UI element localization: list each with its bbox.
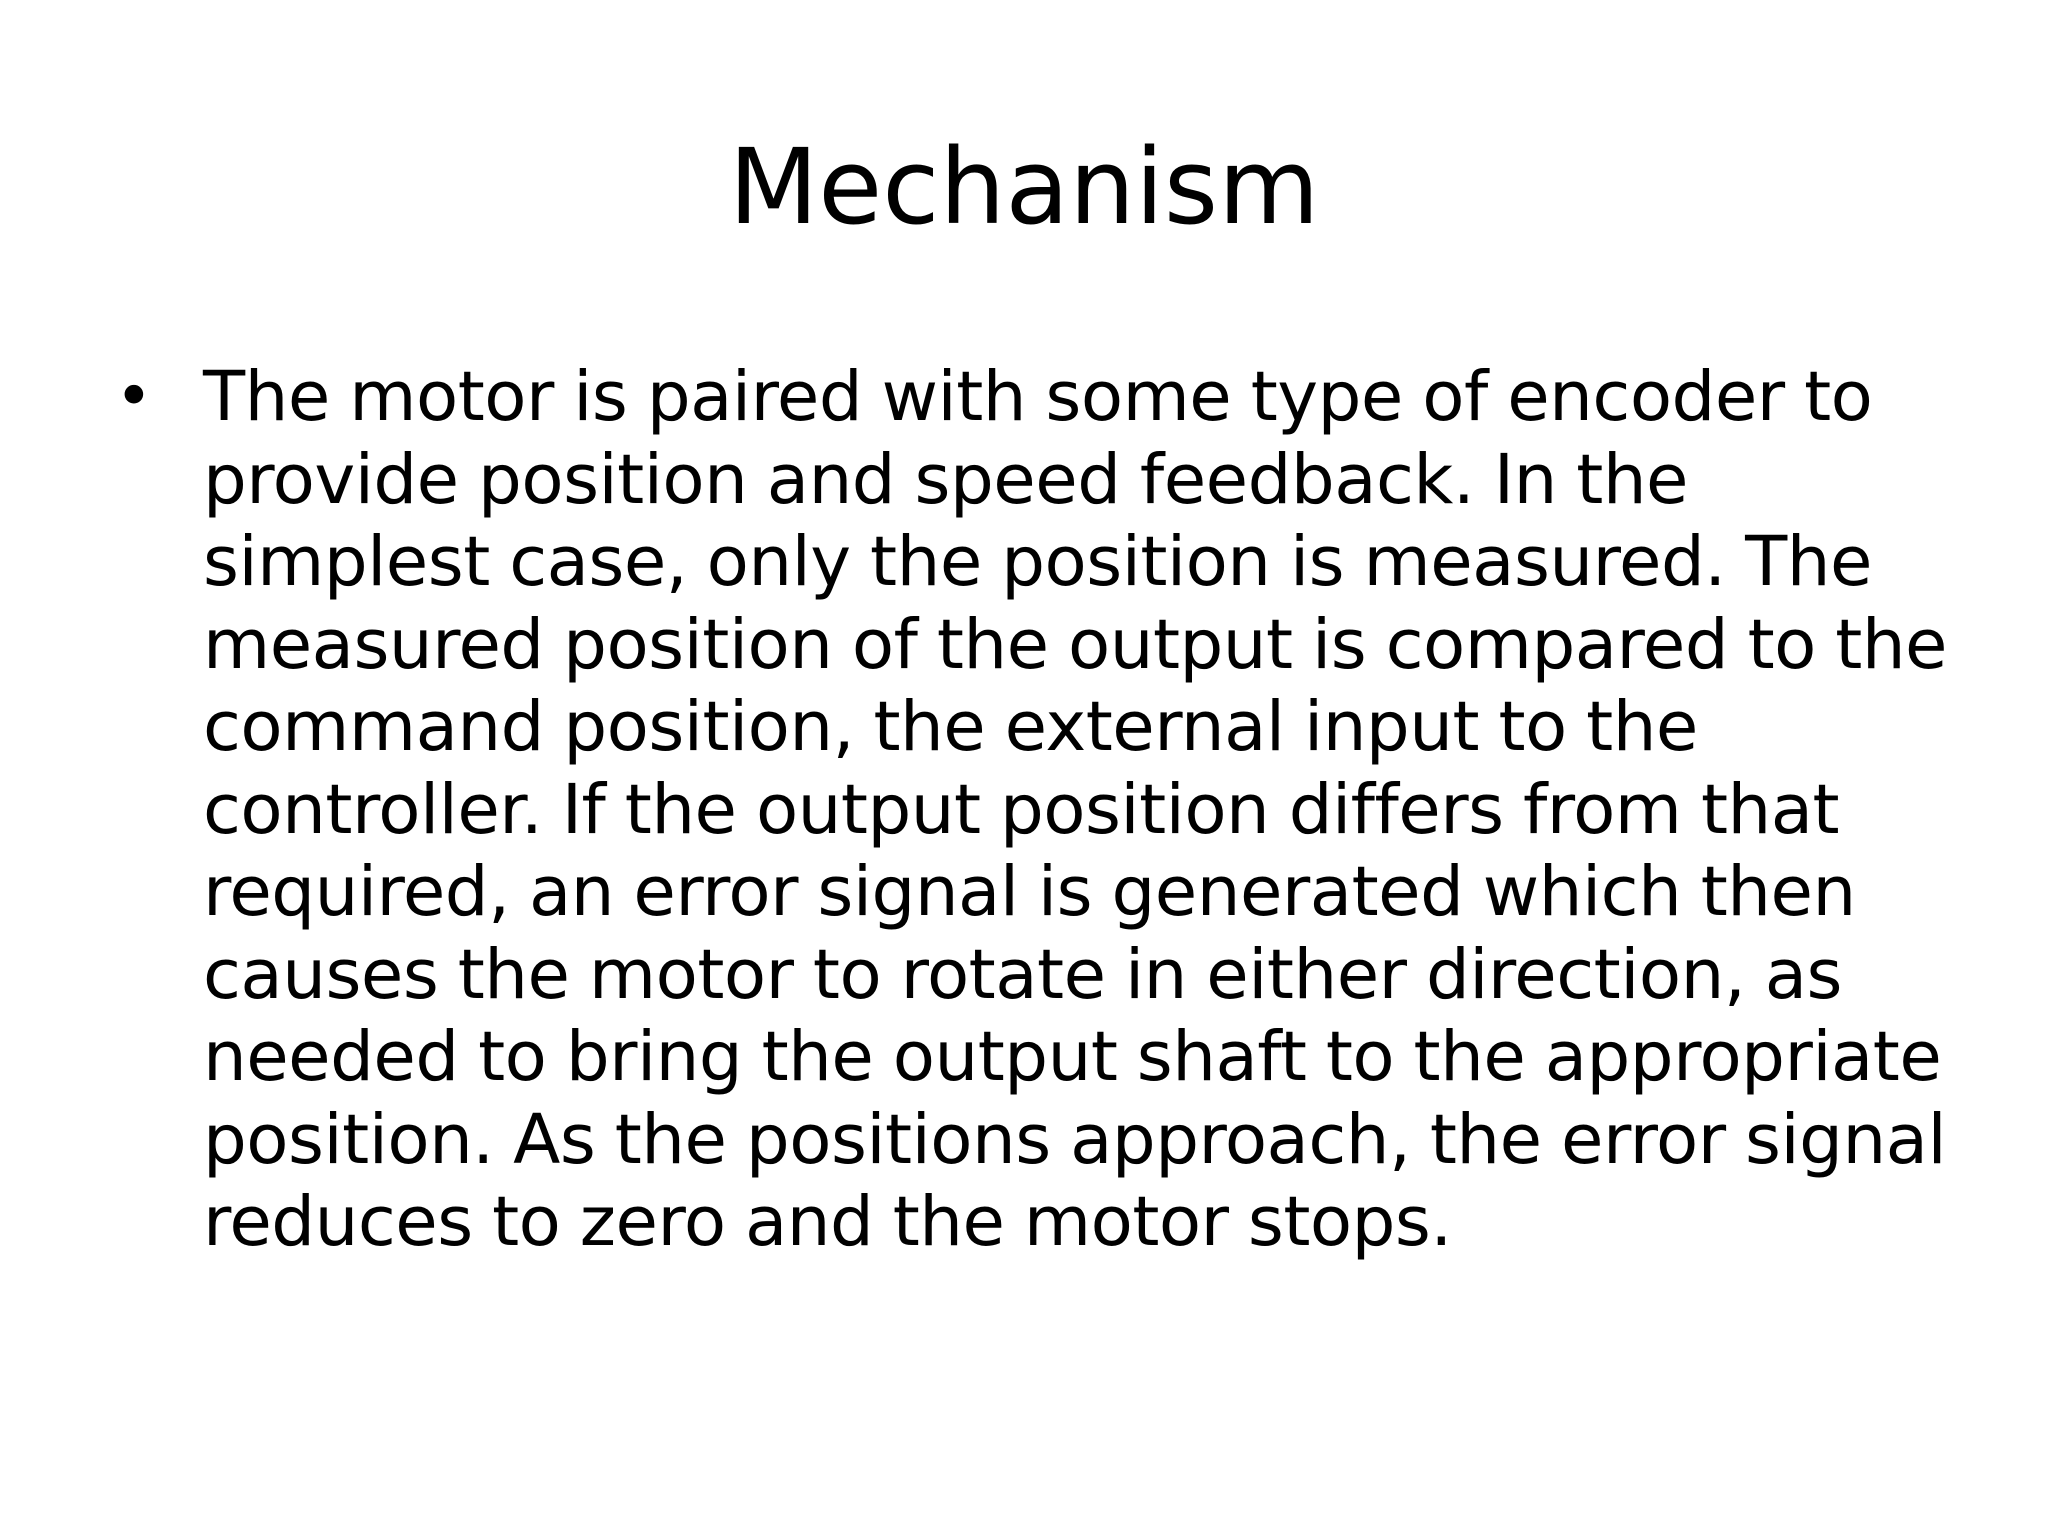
bullet-item: [115, 356, 1985, 1264]
bullet-text: The motor is paired with some type of encoder to provide position and speed feedback. In the simplest case, only the position is measured. The measured position of the output is compared to the command position, the external input to the controller. If the output position differs from that required, an error signal is generated which then causes the motor to rotate in either direction, as needed to bring the output shaft to the appropriate position. As the positions approach, the error signal reduces to zero and the motor stops.: [203, 357, 1948, 1262]
bullet-marker: •: [115, 360, 153, 434]
bullet-list: [115, 356, 1985, 1264]
slide-title: Mechanism: [728, 126, 1320, 248]
